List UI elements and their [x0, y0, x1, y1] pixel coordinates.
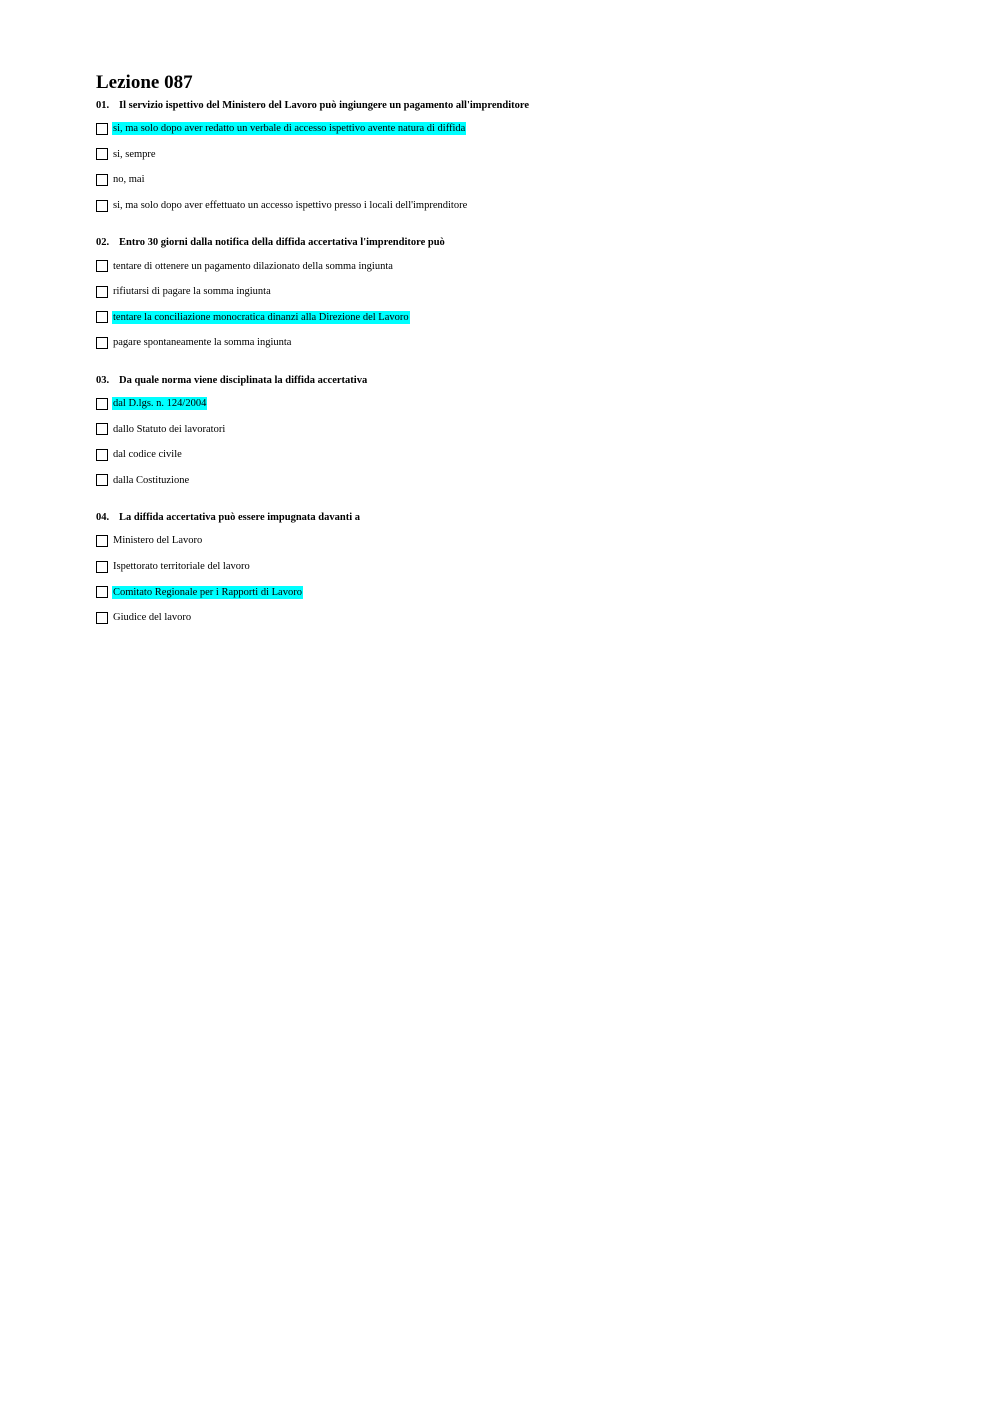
checkbox[interactable]: [96, 200, 108, 212]
question-heading: [96, 96, 916, 116]
checkbox[interactable]: [96, 311, 108, 323]
answer-option: [96, 554, 916, 580]
answer-option: [96, 142, 916, 168]
question-number: 04.: [96, 512, 110, 524]
question-03: [96, 371, 916, 493]
checkbox[interactable]: [96, 474, 108, 486]
checkbox[interactable]: [96, 449, 108, 461]
answer-option: [96, 468, 916, 494]
answer-option: [96, 193, 916, 219]
question-01: [96, 96, 916, 218]
answer-text: Ministero del Lavoro: [113, 535, 203, 547]
question-04: [96, 508, 916, 630]
answer-text: Ispettorato territoriale del lavoro: [113, 561, 250, 573]
answer-option: [96, 279, 916, 305]
answer-text: dal codice civile: [113, 449, 182, 461]
checkbox[interactable]: [96, 148, 108, 160]
checkbox[interactable]: [96, 123, 108, 135]
question-text: Da quale norma viene disciplinata la diffida accertativa: [119, 374, 368, 386]
checkbox[interactable]: [96, 612, 108, 624]
page-title: Lezione 087: [96, 72, 193, 93]
checkbox[interactable]: [96, 535, 108, 547]
answer-text: Comitato Regionale per i Rapporti di Lavoro: [113, 586, 302, 598]
checkbox[interactable]: [96, 337, 108, 349]
answer-option: [96, 391, 916, 417]
question-heading: [96, 233, 916, 253]
checkbox[interactable]: [96, 423, 108, 435]
answer-option: [96, 605, 916, 631]
answer-text: dal D.lgs. n. 124/2004: [113, 398, 207, 410]
answer-option: [96, 253, 916, 279]
document-page: [96, 70, 916, 646]
answer-text: no, mai: [113, 174, 145, 186]
checkbox[interactable]: [96, 286, 108, 298]
question-number: 03.: [96, 374, 110, 386]
checkbox[interactable]: [96, 260, 108, 272]
checkbox[interactable]: [96, 561, 108, 573]
question-number: 01.: [96, 100, 110, 111]
checkbox[interactable]: [96, 174, 108, 186]
answer-option: [96, 305, 916, 331]
answer-text: si, ma solo dopo aver redatto un verbale di accesso ispettivo avente natura di diffida: [113, 123, 466, 135]
answer-option: [96, 416, 916, 442]
answer-text: Giudice del lavoro: [113, 612, 192, 624]
answer-text: tentare di ottenere un pagamento dilazionato della somma ingiunta: [113, 260, 393, 272]
answer-option: [96, 442, 916, 468]
answer-text: si, sempre: [113, 148, 156, 160]
answer-text: pagare spontaneamente la somma ingiunta: [113, 337, 292, 349]
checkbox[interactable]: [96, 586, 108, 598]
answer-option: [96, 116, 916, 142]
question-text: Entro 30 giorni dalla notifica della diffida accertativa l'imprenditore può: [119, 237, 445, 249]
checkbox[interactable]: [96, 398, 108, 410]
question-text: La diffida accertativa può essere impugnata davanti a: [119, 512, 361, 524]
question-heading: [96, 371, 916, 391]
question-text: Il servizio ispettivo del Ministero del Lavoro può ingiungere un pagamento all'imprenditore: [119, 100, 529, 111]
question-02: [96, 233, 916, 355]
answer-option: [96, 528, 916, 554]
answer-option: [96, 330, 916, 356]
answer-option: [96, 579, 916, 605]
answer-option: [96, 167, 916, 193]
answer-text: tentare la conciliazione monocratica dinanzi alla Direzione del Lavoro: [113, 311, 409, 323]
answer-text: rifiutarsi di pagare la somma ingiunta: [113, 286, 271, 298]
answer-text: dallo Statuto dei lavoratori: [113, 423, 226, 435]
question-number: 02.: [96, 237, 110, 249]
question-heading: [96, 508, 916, 528]
answer-text: si, ma solo dopo aver effettuato un accesso ispettivo presso i locali dell'imprenditore: [113, 200, 468, 212]
answer-text: dalla Costituzione: [113, 474, 190, 486]
